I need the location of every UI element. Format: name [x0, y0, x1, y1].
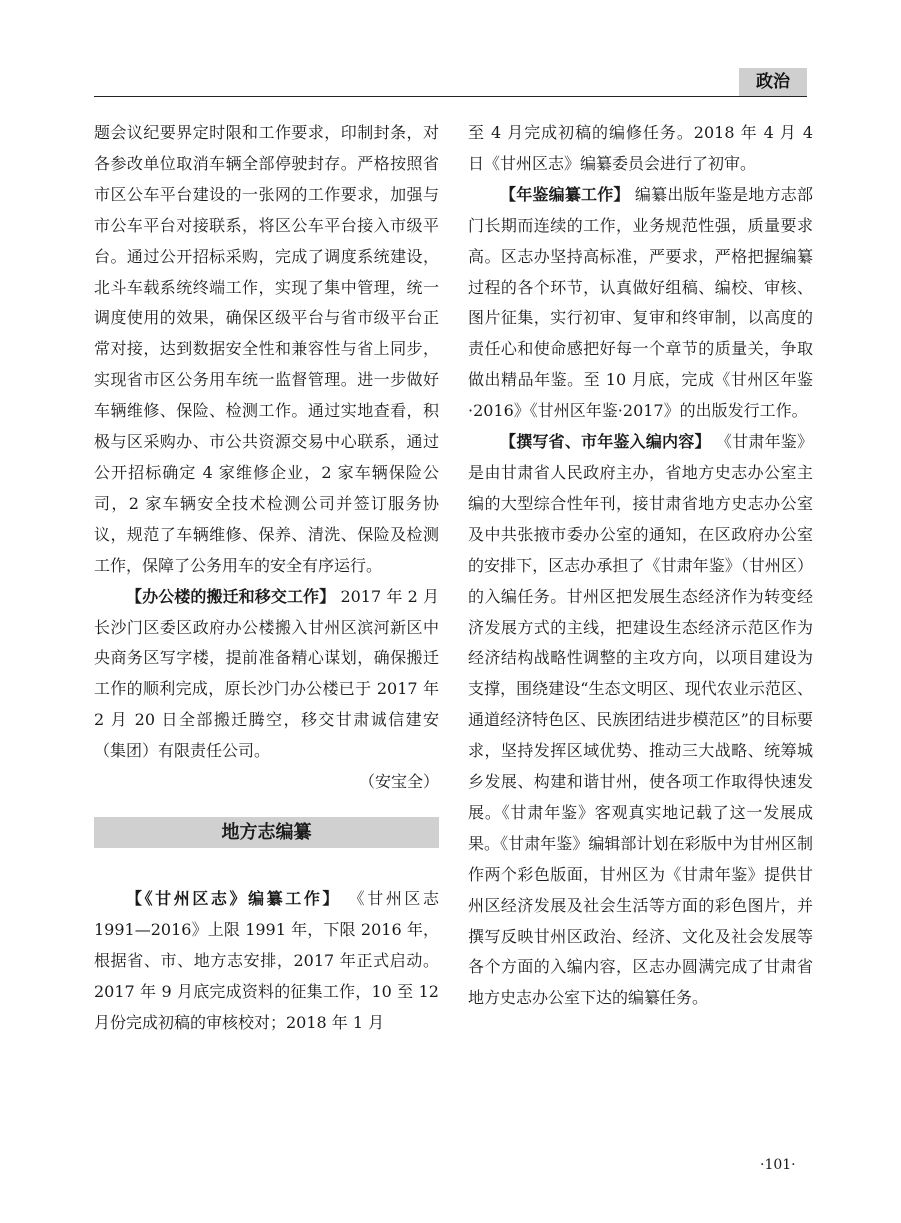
section-tab: 政治 — [739, 68, 807, 96]
left-paragraph-2 — [94, 582, 439, 767]
section-heading: 【《甘州区志》编纂工作】 — [126, 888, 341, 908]
right-paragraph-3 — [468, 427, 813, 1014]
left-paragraph-3 — [94, 884, 439, 1039]
page-number: ·101· — [760, 1157, 796, 1173]
chapter-banner: 地方志编纂 — [94, 817, 439, 848]
right-paragraph-1: 至 4 月完成初稿的编修任务。2018 年 4 月 4 日《甘州区志》编纂委员会进行了初审。 — [468, 123, 813, 173]
section-heading: 【办公楼的搬迁和移交工作】 — [126, 586, 336, 606]
paragraph-body: 编纂出版年鉴是地方志部门长期而连续的工作，业务规范性强，质量要求高。区志办坚持高标准，严要求，严格把握编纂过程的各个环节，认真做好组稿、编校、审核、图片征集，实行初审、复审和终审制，以高度的责任心和使命感把好每一个章节的质量关，争取做出精品年鉴。至 10 月底，完成《甘州区年鉴·2016》《甘州区年鉴·2017》的出版发行工作。 — [468, 184, 813, 421]
right-column — [468, 118, 813, 1014]
author-signature: （安宝全） — [358, 772, 439, 792]
right-paragraph-2 — [468, 180, 813, 427]
section-heading: 【撰写省、市年鉴入编内容】 — [500, 432, 711, 452]
section-heading: 【年鉴编纂工作】 — [500, 184, 630, 204]
paragraph-body: 《甘肃年鉴》是由甘肃省人民政府主办，省地方史志办公室主编的大型综合性年刊，接甘肃省地方史志办公室及中共张掖市委办公室的通知，在区政府办公室的安排下，区志办承担了《甘肃年鉴》（甘州区）的入编任务。甘州区把发展生态经济作为转变经济发展方式的主线，把建设生态经济示范区作为经济结构战略性调整的主攻方向，以项目建设为支撑，围绕建设“生态文明区、现代农业示范区、通道经济特色区、民族团结进步模范区”的目标要求，坚持发挥区域优势、推动三大战略、统筹城乡发展、构建和谐甘州，使各项工作取得快速发展。《甘肃年鉴》客观真实地记载了这一发展成果。《甘肃年鉴》编辑部计划在彩版中为甘州区制作两个彩色版面，甘州区为《甘肃年鉴》提供甘州区经济发展及社会生活等方面的彩色图片，并撰写反映甘州区政治、经济、文化及社会发展等各个方面的入编内容，区志办圆满完成了甘肃省地方史志办公室下达的编纂任务。 — [468, 432, 813, 1008]
left-paragraph-1: 题会议纪要界定时限和工作要求，印制封条，对各参改单位取消车辆全部停驶封存。严格按照省市区公车平台建设的一张网的工作要求，加强与市公车平台对接联系，将区公车平台接入市级平台。通过公开招标采购，完成了调度系统建设，北斗车载系统终端工作，实现了集中管理，统一调度使用的效果，确保区级平台与省市级平台正常对接，达到数据安全性和兼容性与省上同步，实现省市区公务用车统一监督管理。进一步做好车辆维修、保险、检测工作。通过实地查看，积极与区采购办、市公共资源交易中心联系，通过公开招标确定 4 家维修企业，2 家车辆保险公司，2 家车辆安全技术检测公司并签订服务协议，规范了车辆维修、保养、清洗、保险及检测工作，保障了公务用车的安全有序运行。 — [94, 123, 439, 575]
paragraph-body: 《甘州区志 1991—2016》上限 1991 年，下限 2016 年，根据省、市、地方志安排，2017 年正式启动。2017 年 9 月底完成资料的征集工作，10 至 12 月份完成初稿的审核校对；2018 年 1 月 — [94, 888, 439, 1032]
header-rule — [94, 96, 807, 97]
left-column — [94, 118, 439, 1038]
paragraph-body: 2017 年 2 月长沙门区委区政府办公楼搬入甘州区滨河新区中央商务区写字楼，提前准备精心谋划，确保搬迁工作的顺利完成，原长沙门办公楼已于 2017 年 2 月 20 日全部搬迁腾空，移交甘肃诚信建安（集团）有限责任公司。 — [94, 586, 439, 761]
